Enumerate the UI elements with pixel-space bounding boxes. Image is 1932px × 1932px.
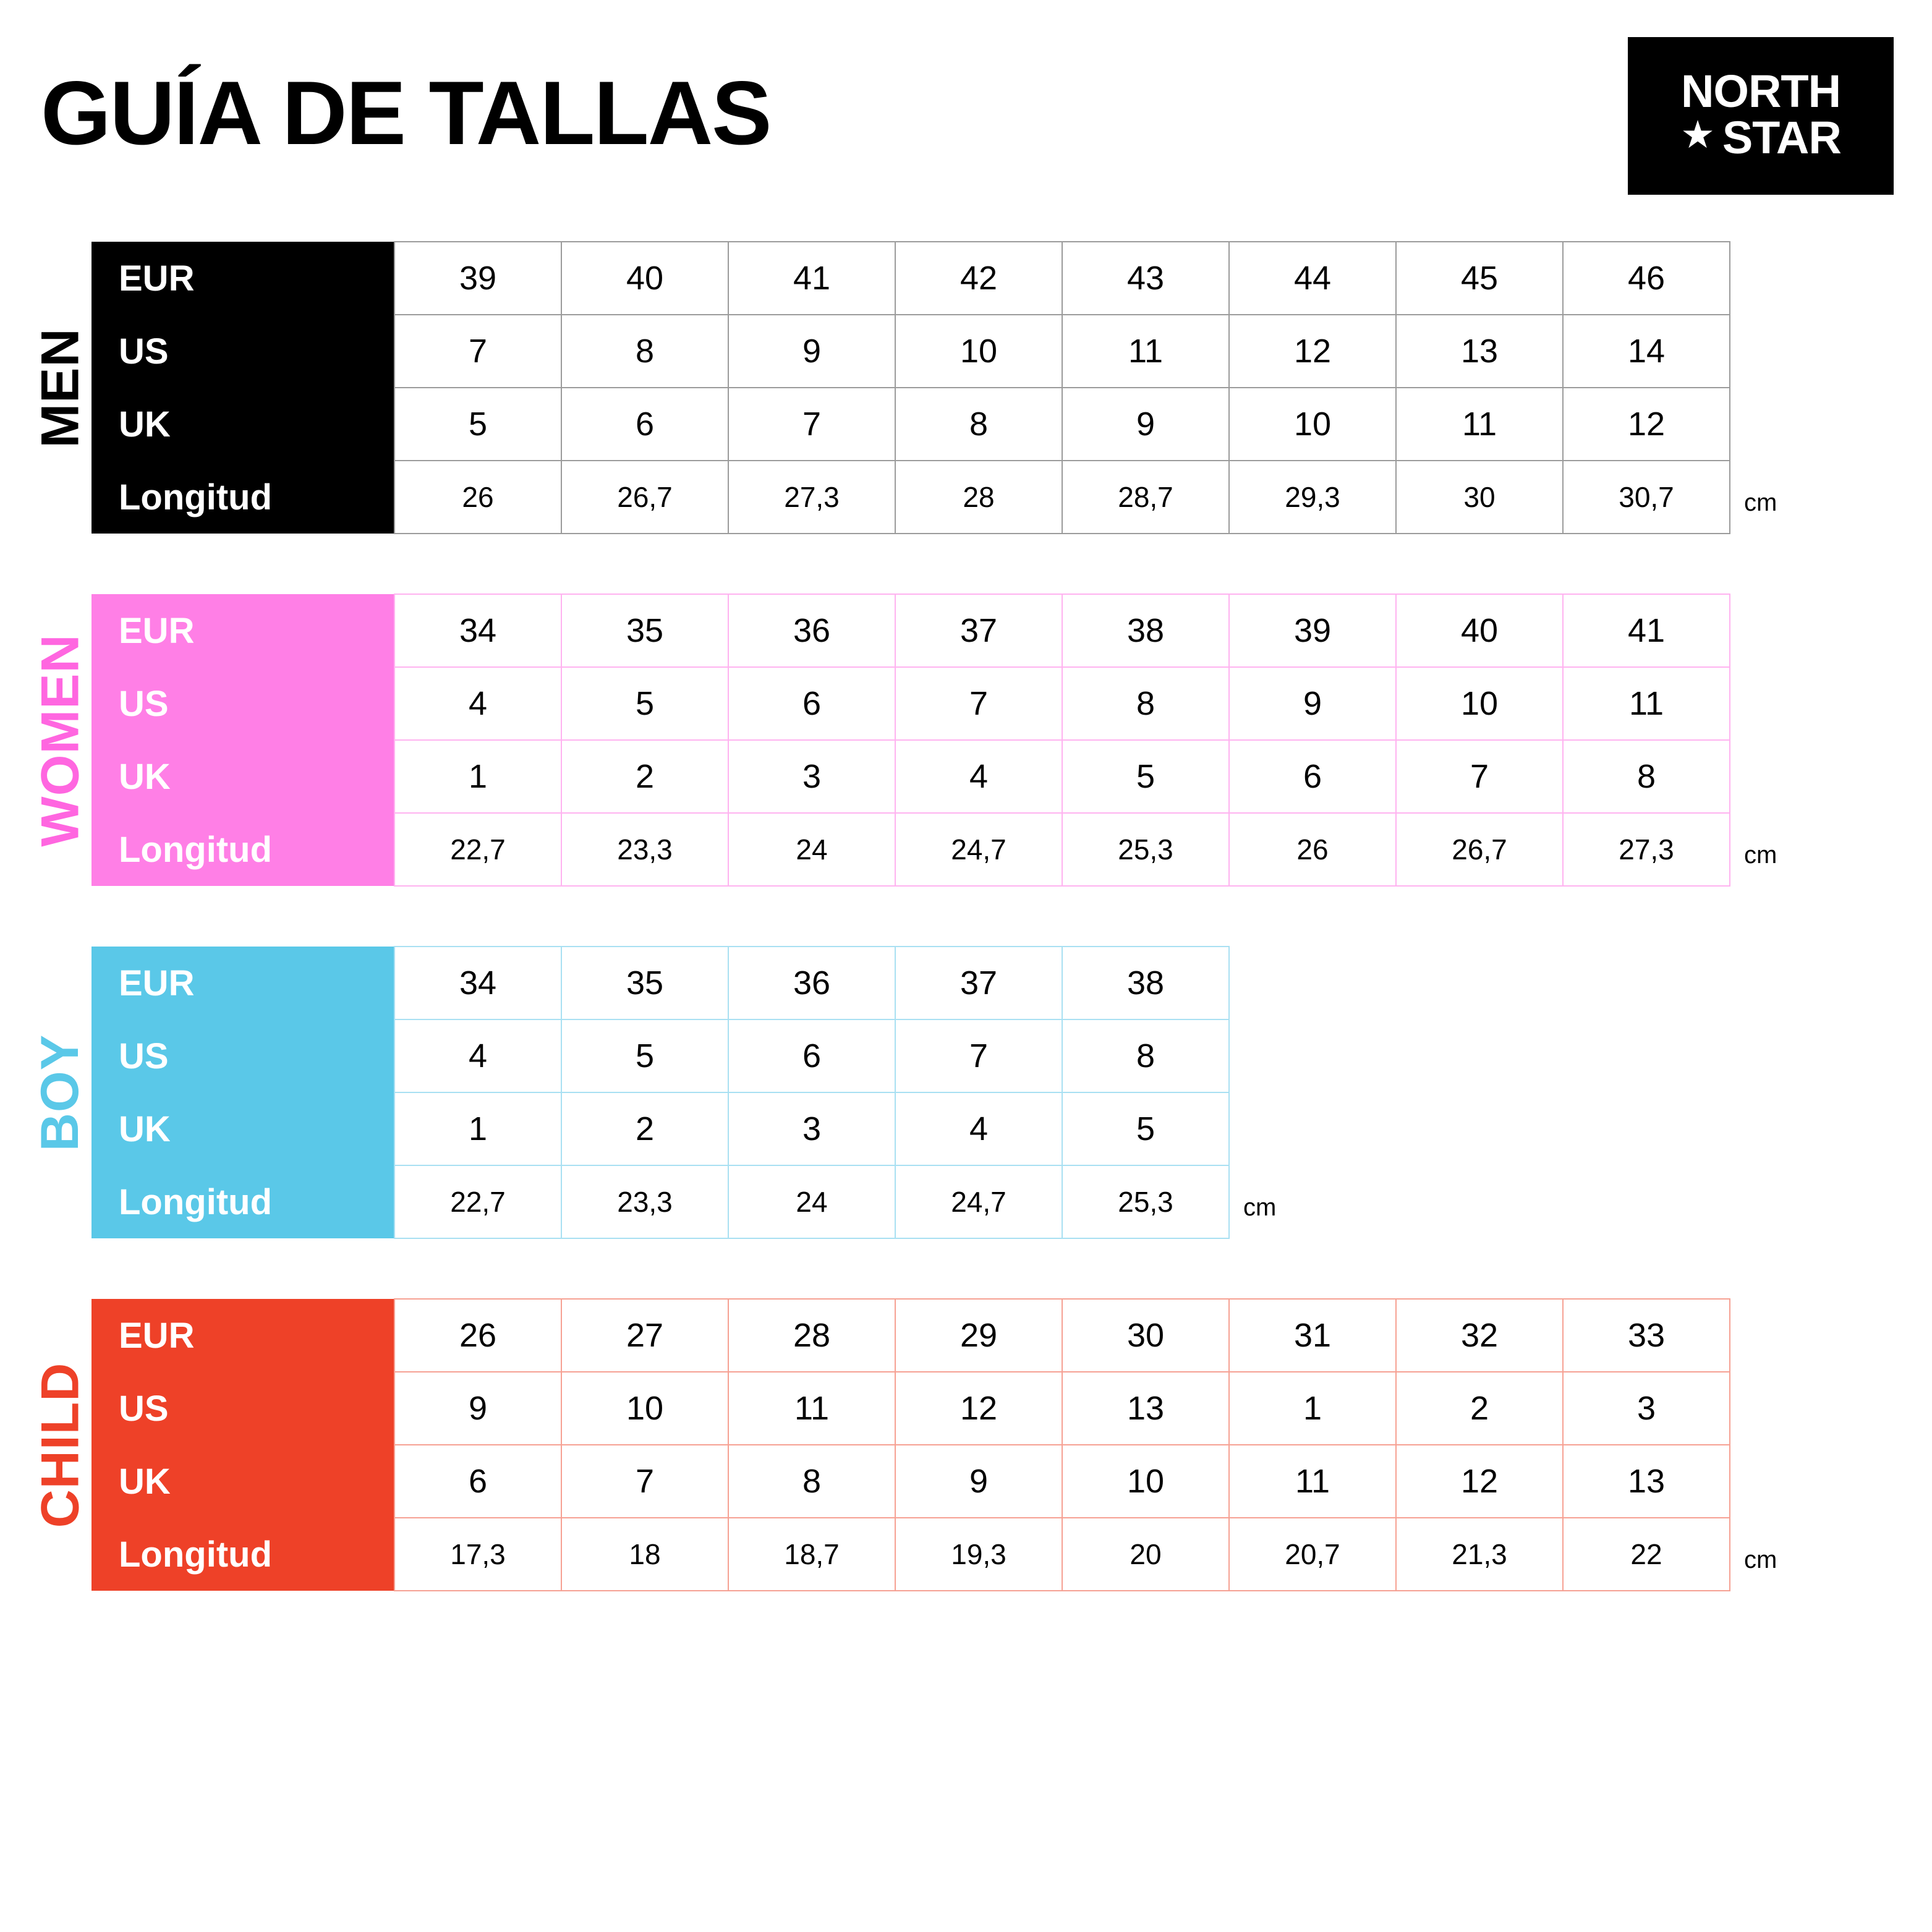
cell-men-us-6: 13 xyxy=(1396,315,1563,388)
cell-men-len-2: 27,3 xyxy=(728,461,895,534)
cell-men-len-7: 30,7 xyxy=(1563,461,1730,534)
logo-star-row xyxy=(1680,111,1841,163)
cell-boy-uk-3: 4 xyxy=(895,1092,1062,1165)
table-row xyxy=(91,1445,1730,1518)
cell-child-eur-6: 32 xyxy=(1396,1299,1563,1372)
cell-child-len-1: 18 xyxy=(561,1518,728,1591)
table-row xyxy=(91,1299,1730,1372)
spacer xyxy=(30,887,1932,946)
size-block-men xyxy=(30,241,1932,534)
row-label-uk: UK xyxy=(91,740,394,813)
page-title: GUÍA DE TALLAS xyxy=(41,62,771,163)
cell-women-uk-6: 7 xyxy=(1396,740,1563,813)
cell-child-uk-5: 11 xyxy=(1229,1445,1396,1518)
spacer xyxy=(30,1239,1932,1298)
cell-men-us-4: 11 xyxy=(1062,315,1229,388)
cell-child-uk-7: 13 xyxy=(1563,1445,1730,1518)
cell-women-us-1: 5 xyxy=(561,667,728,740)
cell-women-eur-7: 41 xyxy=(1563,594,1730,667)
cell-men-len-0: 26 xyxy=(394,461,561,534)
cell-women-uk-1: 2 xyxy=(561,740,728,813)
cell-men-eur-5: 44 xyxy=(1229,242,1396,315)
cell-women-eur-1: 35 xyxy=(561,594,728,667)
cell-child-uk-3: 9 xyxy=(895,1445,1062,1518)
group-label-child-text: CHILD xyxy=(30,1362,90,1528)
cell-men-uk-2: 7 xyxy=(728,388,895,461)
size-table-boy xyxy=(91,946,1230,1239)
cell-child-len-5: 20,7 xyxy=(1229,1518,1396,1591)
cell-men-len-4: 28,7 xyxy=(1062,461,1229,534)
table-row xyxy=(91,1165,1229,1238)
cell-boy-eur-3: 37 xyxy=(895,947,1062,1019)
cell-men-uk-4: 9 xyxy=(1062,388,1229,461)
logo-text-north: NORTH xyxy=(1680,66,1841,117)
cell-men-len-1: 26,7 xyxy=(561,461,728,534)
size-tables xyxy=(0,241,1932,1591)
cell-women-us-5: 9 xyxy=(1229,667,1396,740)
cell-boy-len-3: 24,7 xyxy=(895,1165,1062,1238)
cell-child-eur-3: 29 xyxy=(895,1299,1062,1372)
size-block-child xyxy=(30,1298,1932,1591)
cell-child-eur-4: 30 xyxy=(1062,1299,1229,1372)
cell-men-uk-1: 6 xyxy=(561,388,728,461)
cell-women-len-7: 27,3 xyxy=(1563,813,1730,886)
cell-child-eur-7: 33 xyxy=(1563,1299,1730,1372)
cell-women-len-2: 24 xyxy=(728,813,895,886)
cell-boy-us-0: 4 xyxy=(394,1019,561,1092)
cell-boy-eur-1: 35 xyxy=(561,947,728,1019)
cell-women-uk-0: 1 xyxy=(394,740,561,813)
row-label-eur: EUR xyxy=(91,947,394,1019)
row-label-us: US xyxy=(91,1019,394,1092)
cell-men-eur-0: 39 xyxy=(394,242,561,315)
group-label-boy-text: BOY xyxy=(30,1034,90,1151)
cell-child-len-2: 18,7 xyxy=(728,1518,895,1591)
cell-child-len-4: 20 xyxy=(1062,1518,1229,1591)
cell-child-eur-2: 28 xyxy=(728,1299,895,1372)
cell-men-us-5: 12 xyxy=(1229,315,1396,388)
cell-boy-eur-2: 36 xyxy=(728,947,895,1019)
table-row xyxy=(91,461,1730,534)
cell-women-len-6: 26,7 xyxy=(1396,813,1563,886)
cell-boy-us-4: 8 xyxy=(1062,1019,1229,1092)
cell-men-eur-6: 45 xyxy=(1396,242,1563,315)
cell-child-len-3: 19,3 xyxy=(895,1518,1062,1591)
cell-women-len-4: 25,3 xyxy=(1062,813,1229,886)
table-row xyxy=(91,813,1730,886)
group-label-men-text: MEN xyxy=(30,327,90,448)
table-row xyxy=(91,740,1730,813)
cell-child-uk-4: 10 xyxy=(1062,1445,1229,1518)
cell-men-eur-1: 40 xyxy=(561,242,728,315)
cell-boy-uk-4: 5 xyxy=(1062,1092,1229,1165)
unit-label-child: cm xyxy=(1744,1546,1777,1573)
cell-child-us-0: 9 xyxy=(394,1372,561,1445)
cell-boy-us-1: 5 xyxy=(561,1019,728,1092)
cell-women-len-3: 24,7 xyxy=(895,813,1062,886)
cell-women-us-7: 11 xyxy=(1563,667,1730,740)
cell-women-us-3: 7 xyxy=(895,667,1062,740)
group-label-men xyxy=(30,241,91,534)
table-row xyxy=(91,1092,1229,1165)
cell-boy-len-4: 25,3 xyxy=(1062,1165,1229,1238)
cell-men-uk-6: 11 xyxy=(1396,388,1563,461)
row-label-us: US xyxy=(91,315,394,388)
cell-boy-eur-4: 38 xyxy=(1062,947,1229,1019)
cell-boy-uk-2: 3 xyxy=(728,1092,895,1165)
cell-child-len-7: 22 xyxy=(1563,1518,1730,1591)
table-row xyxy=(91,947,1229,1019)
cell-women-uk-5: 6 xyxy=(1229,740,1396,813)
table-row xyxy=(91,1518,1730,1591)
unit-label-men: cm xyxy=(1744,489,1777,516)
cell-child-us-6: 2 xyxy=(1396,1372,1563,1445)
cell-women-eur-6: 40 xyxy=(1396,594,1563,667)
cell-child-eur-5: 31 xyxy=(1229,1299,1396,1372)
table-wrap-women xyxy=(91,594,1777,887)
cell-child-eur-1: 27 xyxy=(561,1299,728,1372)
cell-child-us-3: 12 xyxy=(895,1372,1062,1445)
cell-child-eur-0: 26 xyxy=(394,1299,561,1372)
cell-child-us-7: 3 xyxy=(1563,1372,1730,1445)
cell-men-uk-7: 12 xyxy=(1563,388,1730,461)
unit-label-boy: cm xyxy=(1243,1194,1277,1221)
cell-child-us-5: 1 xyxy=(1229,1372,1396,1445)
size-block-boy xyxy=(30,946,1932,1239)
group-label-women xyxy=(30,594,91,887)
cell-men-len-3: 28 xyxy=(895,461,1062,534)
cell-child-us-4: 13 xyxy=(1062,1372,1229,1445)
cell-men-uk-0: 5 xyxy=(394,388,561,461)
size-block-women xyxy=(30,594,1932,887)
table-wrap-boy xyxy=(91,946,1276,1239)
cell-men-len-5: 29,3 xyxy=(1229,461,1396,534)
cell-women-len-1: 23,3 xyxy=(561,813,728,886)
cell-men-eur-7: 46 xyxy=(1563,242,1730,315)
row-label-us: US xyxy=(91,1372,394,1445)
row-label-longitud: Longitud xyxy=(91,1165,394,1238)
cell-child-uk-2: 8 xyxy=(728,1445,895,1518)
cell-men-uk-5: 10 xyxy=(1229,388,1396,461)
cell-boy-len-0: 22,7 xyxy=(394,1165,561,1238)
cell-women-uk-2: 3 xyxy=(728,740,895,813)
cell-child-len-6: 21,3 xyxy=(1396,1518,1563,1591)
cell-women-eur-3: 37 xyxy=(895,594,1062,667)
cell-women-eur-5: 39 xyxy=(1229,594,1396,667)
table-row xyxy=(91,1019,1229,1092)
cell-men-uk-3: 8 xyxy=(895,388,1062,461)
cell-boy-eur-0: 34 xyxy=(394,947,561,1019)
cell-child-uk-6: 12 xyxy=(1396,1445,1563,1518)
cell-men-len-6: 30 xyxy=(1396,461,1563,534)
table-row xyxy=(91,594,1730,667)
row-label-uk: UK xyxy=(91,1445,394,1518)
unit-label-women: cm xyxy=(1744,841,1777,869)
cell-women-uk-3: 4 xyxy=(895,740,1062,813)
cell-women-eur-0: 34 xyxy=(394,594,561,667)
cell-boy-len-2: 24 xyxy=(728,1165,895,1238)
page-header xyxy=(0,0,1932,241)
size-table-men xyxy=(91,241,1730,534)
cell-women-len-0: 22,7 xyxy=(394,813,561,886)
cell-women-len-5: 26 xyxy=(1229,813,1396,886)
group-label-boy xyxy=(30,946,91,1239)
table-row xyxy=(91,315,1730,388)
cell-men-eur-4: 43 xyxy=(1062,242,1229,315)
size-table-women xyxy=(91,594,1730,887)
star-icon: ★ xyxy=(1680,113,1715,156)
table-row xyxy=(91,388,1730,461)
cell-boy-us-2: 6 xyxy=(728,1019,895,1092)
cell-men-us-3: 10 xyxy=(895,315,1062,388)
cell-boy-us-3: 7 xyxy=(895,1019,1062,1092)
cell-men-eur-2: 41 xyxy=(728,242,895,315)
row-label-eur: EUR xyxy=(91,1299,394,1372)
row-label-longitud: Longitud xyxy=(91,1518,394,1591)
cell-men-us-2: 9 xyxy=(728,315,895,388)
cell-men-us-7: 14 xyxy=(1563,315,1730,388)
cell-women-eur-4: 38 xyxy=(1062,594,1229,667)
row-label-longitud: Longitud xyxy=(91,461,394,534)
row-label-uk: UK xyxy=(91,388,394,461)
cell-child-uk-0: 6 xyxy=(394,1445,561,1518)
cell-child-uk-1: 7 xyxy=(561,1445,728,1518)
cell-men-eur-3: 42 xyxy=(895,242,1062,315)
cell-women-eur-2: 36 xyxy=(728,594,895,667)
row-label-eur: EUR xyxy=(91,242,394,315)
cell-men-us-0: 7 xyxy=(394,315,561,388)
table-row xyxy=(91,1372,1730,1445)
table-row xyxy=(91,667,1730,740)
logo-text-star: STAR xyxy=(1722,111,1841,163)
cell-men-us-1: 8 xyxy=(561,315,728,388)
cell-boy-uk-1: 2 xyxy=(561,1092,728,1165)
row-label-us: US xyxy=(91,667,394,740)
cell-women-us-2: 6 xyxy=(728,667,895,740)
brand-logo xyxy=(1628,37,1894,195)
size-table-child xyxy=(91,1298,1730,1591)
cell-boy-uk-0: 1 xyxy=(394,1092,561,1165)
group-label-women-text: WOMEN xyxy=(30,633,90,847)
spacer xyxy=(30,534,1932,594)
cell-women-us-6: 10 xyxy=(1396,667,1563,740)
table-row xyxy=(91,242,1730,315)
cell-women-us-0: 4 xyxy=(394,667,561,740)
group-label-child xyxy=(30,1298,91,1591)
cell-women-uk-4: 5 xyxy=(1062,740,1229,813)
row-label-longitud: Longitud xyxy=(91,813,394,886)
row-label-eur: EUR xyxy=(91,594,394,667)
cell-child-us-1: 10 xyxy=(561,1372,728,1445)
table-wrap-child xyxy=(91,1298,1777,1591)
table-wrap-men xyxy=(91,241,1777,534)
cell-child-us-2: 11 xyxy=(728,1372,895,1445)
cell-child-len-0: 17,3 xyxy=(394,1518,561,1591)
row-label-uk: UK xyxy=(91,1092,394,1165)
cell-women-us-4: 8 xyxy=(1062,667,1229,740)
cell-boy-len-1: 23,3 xyxy=(561,1165,728,1238)
cell-women-uk-7: 8 xyxy=(1563,740,1730,813)
